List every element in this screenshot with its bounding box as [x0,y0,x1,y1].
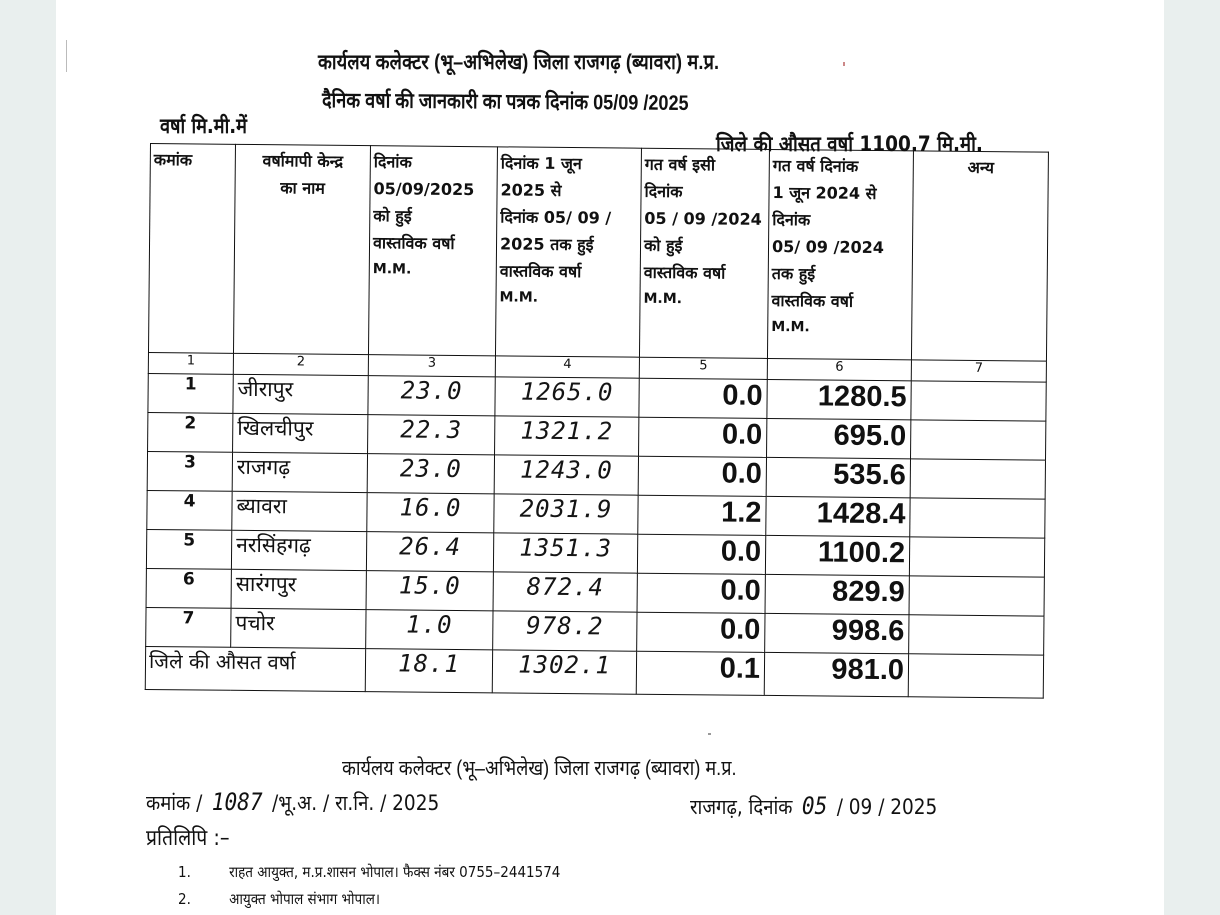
today-rainfall-cell: 1.0 [366,610,493,650]
copy-item [178,889,380,909]
total-today: 18.1 [365,649,492,693]
column-number: 1 [148,352,233,374]
header-line: अन्य [967,157,995,178]
other-cell [911,420,1046,460]
last-year-total-cell: 535.6 [766,457,910,497]
today-rainfall-cell: 16.0 [367,493,494,533]
last-year-total-cell: 829.9 [765,574,909,614]
other-cell [909,615,1044,655]
station-name-cell: नरसिंहगढ़ [231,530,366,570]
table-header-row [148,144,1048,362]
serial-cell: 2 [148,412,233,452]
unit-label: वर्षा मि.मी.में [160,114,247,138]
last-year-today-cell: 0.0 [637,573,765,613]
last-year-today-cell: 0.0 [639,378,767,418]
station-name-cell: पचोर [231,608,366,648]
rainfall-table-wrapper [145,143,1049,699]
header-line: 05/ 09 /2024 [771,236,885,258]
station-name-cell: सारंगपुर [231,569,366,609]
station-name-cell: खिलचीपुर [233,413,368,453]
other-cell [910,459,1045,499]
header-line: M.M. [372,261,412,278]
header-line: दिनांक [772,209,811,230]
last-year-total-cell: 1428.4 [766,496,910,536]
header-line: को हुई [643,235,683,256]
serial-cell: 4 [147,490,232,530]
header-line: तक हुई [771,263,816,284]
copy-item-number: 1. [178,863,191,881]
column-number: 3 [368,355,495,377]
reference-number [146,788,439,817]
copy-item-number: 2. [178,890,191,908]
header-line: गत वर्ष इसी [644,154,716,175]
date-rest: / 09 / 2025 [836,795,938,819]
copy-item [178,862,560,882]
total-label: जिले की औसत वर्षा [145,646,365,691]
header-line: दिनांक [644,181,683,202]
total-season: 1302.1 [492,650,636,694]
column-number: 4 [495,356,639,378]
other-cell [911,381,1046,421]
header-last-year-total [767,149,913,359]
serial-cell: 5 [146,529,231,569]
total-last-year-total: 981.0 [764,652,908,696]
column-number: 5 [639,357,767,379]
last-year-total-cell: 695.0 [767,418,911,458]
date-prefix: राजगढ़, दिनांक [690,795,793,819]
scan-artifact [66,40,67,72]
total-last-year-today: 0.1 [636,651,764,695]
column-number: 2 [233,353,368,375]
header-line: M.M. [499,289,539,306]
header-line: वर्षामापी केन्द्र [262,151,344,171]
office-title: कार्यलय कलेक्टर (भू–अभिलेख) जिला राजगढ़ (ब्यावरा) म.प्र. [318,51,720,74]
today-rainfall-cell: 15.0 [366,571,493,611]
other-cell [910,498,1045,538]
header-line: वास्तविक वर्षा [372,233,455,253]
header-line: 05 / 09 /2024 [644,208,762,229]
season-total-cell: 1351.3 [493,533,637,573]
column-number: 7 [911,360,1046,382]
district-average-row [145,646,1043,698]
copy-item-text: आयुक्त भोपाल संभाग भोपाल। [229,890,380,908]
column-number: 6 [767,358,911,380]
other-cell [909,576,1044,616]
header-line: M.M. [771,318,810,336]
header-line: वास्तविक वर्षा [643,262,726,283]
serial-cell: 1 [148,373,233,413]
today-rainfall-cell: 26.4 [366,532,493,572]
last-year-total-cell: 1280.5 [767,379,911,419]
header-line: 2025 से [500,180,562,200]
station-name-cell: ब्यावरा [232,491,367,531]
season-total-cell: 1321.2 [495,416,639,456]
header-other [911,151,1048,361]
last-year-today-cell: 0.0 [638,456,766,496]
header-line: दिनांक [373,152,412,172]
ref-prefix: कमांक / [146,791,203,815]
copy-item-text: राहत आयुक्त, म.प्र.शासन भोपाल। फैक्स नंबर 0755–2441574 [229,863,561,881]
copy-to-label: प्रतिलिपि :– [146,826,230,851]
ref-number: 1087 [211,788,263,816]
other-cell [909,537,1044,577]
date-day: 05 [801,792,828,820]
last-year-today-cell: 0.0 [637,534,765,574]
season-total-cell: 2031.9 [494,494,638,534]
last-year-total-cell: 998.6 [765,613,909,653]
season-total-cell: 872.4 [493,572,637,612]
header-line: को हुई [373,206,412,226]
ref-suffix: /भू.अ. / रा.नि. / 2025 [272,791,440,815]
header-line: M.M. [643,290,683,308]
last-year-today-cell: 1.2 [638,495,766,535]
last-year-total-cell: 1100.2 [765,535,909,575]
header-line: दिनांक 1 जून [500,153,582,174]
station-name-cell: जीरापुर [233,374,368,414]
header-line: गत वर्ष दिनांक [772,155,859,176]
serial-cell: 3 [147,451,232,491]
serial-cell: 6 [146,568,231,608]
issue-date [690,792,937,821]
today-rainfall-cell: 23.0 [368,376,495,416]
rainfall-table [145,143,1049,699]
scan-speck [708,733,711,735]
header-last-year-today [639,148,769,358]
serial-cell: 7 [146,607,231,647]
header-season-total [495,147,641,357]
header-line: कमांक [153,150,193,170]
header-line: दिनांक 05/ 09 / [500,207,612,228]
header-line: 2025 तक हुई [499,234,594,255]
header-line: वास्तविक वर्षा [499,261,582,282]
header-line: वास्तविक वर्षा [771,290,854,311]
header-line: का नाम [280,178,325,198]
scan-speck [843,62,845,66]
last-year-today-cell: 0.0 [637,612,765,652]
today-rainfall-cell: 23.0 [367,454,494,494]
station-name-cell: राजगढ़ [232,452,367,492]
header-station [233,144,370,354]
header-today [368,146,497,356]
header-serial [148,144,235,354]
header-line: 1 जून 2024 से [772,182,877,203]
district-average-label: जिले की औसत वर्षा 1100.7 मि.मी. [716,132,983,156]
season-total-cell: 1243.0 [494,455,638,495]
season-total-cell: 978.2 [493,611,637,651]
footer-office-title: कार्यलय कलेक्टर (भू–अभिलेख) जिला राजगढ़ (ब्यावरा) म.प्र. [342,757,737,780]
header-line: 05/09/2025 [373,179,475,200]
last-year-today-cell: 0.0 [639,417,767,457]
report-title: दैनिक वर्षा की जानकारी का पत्रक दिनांक 05/09 /2025 [321,89,689,115]
season-total-cell: 1265.0 [495,377,639,417]
today-rainfall-cell: 22.3 [368,415,495,455]
total-other [908,654,1043,698]
